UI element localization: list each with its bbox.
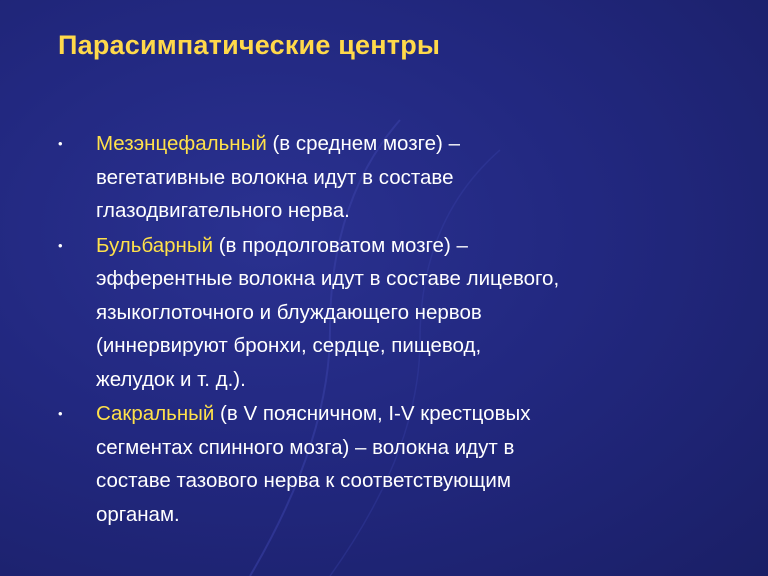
item-first-line [96, 229, 718, 263]
item-term: Мезэнцефальный [96, 132, 267, 155]
item-text: (в V поясничном, I-V крестцовых [214, 402, 531, 425]
bullet-list [58, 127, 718, 532]
list-item [58, 127, 718, 228]
item-text: вегетативные волокна идут в составе [96, 165, 454, 189]
item-term: Сакральный [96, 402, 215, 425]
list-item [58, 229, 718, 397]
item-text: органам. [96, 502, 180, 526]
item-text: языкоглоточного и блуждающего нервов [96, 300, 482, 324]
item-term: Бульбарный [96, 233, 214, 257]
item-text: сегментах спинного мозга) – волокна идут в [96, 435, 515, 459]
item-text: эфферентные волокна идут в составе лицевого, [96, 267, 560, 290]
item-text: желудок и т. д.). [96, 367, 246, 391]
bullet-icon: • [58, 237, 63, 253]
item-text: (иннервируют бронхи, сердце, пищевод, [96, 334, 482, 357]
item-first-line [96, 397, 718, 431]
bullet-icon: • [58, 136, 63, 151]
list-item [58, 397, 718, 531]
item-text: составе тазового нерва к соответствующим [96, 469, 511, 492]
item-text: (в среднем мозге) – [266, 132, 460, 155]
item-text: (в продолговатом мозге) – [213, 233, 468, 257]
item-first-line [96, 127, 718, 161]
item-text: глазодвигательного нерва. [96, 199, 350, 222]
bullet-icon: • [58, 406, 63, 421]
slide-title: Парасимпатические центры [58, 30, 441, 60]
